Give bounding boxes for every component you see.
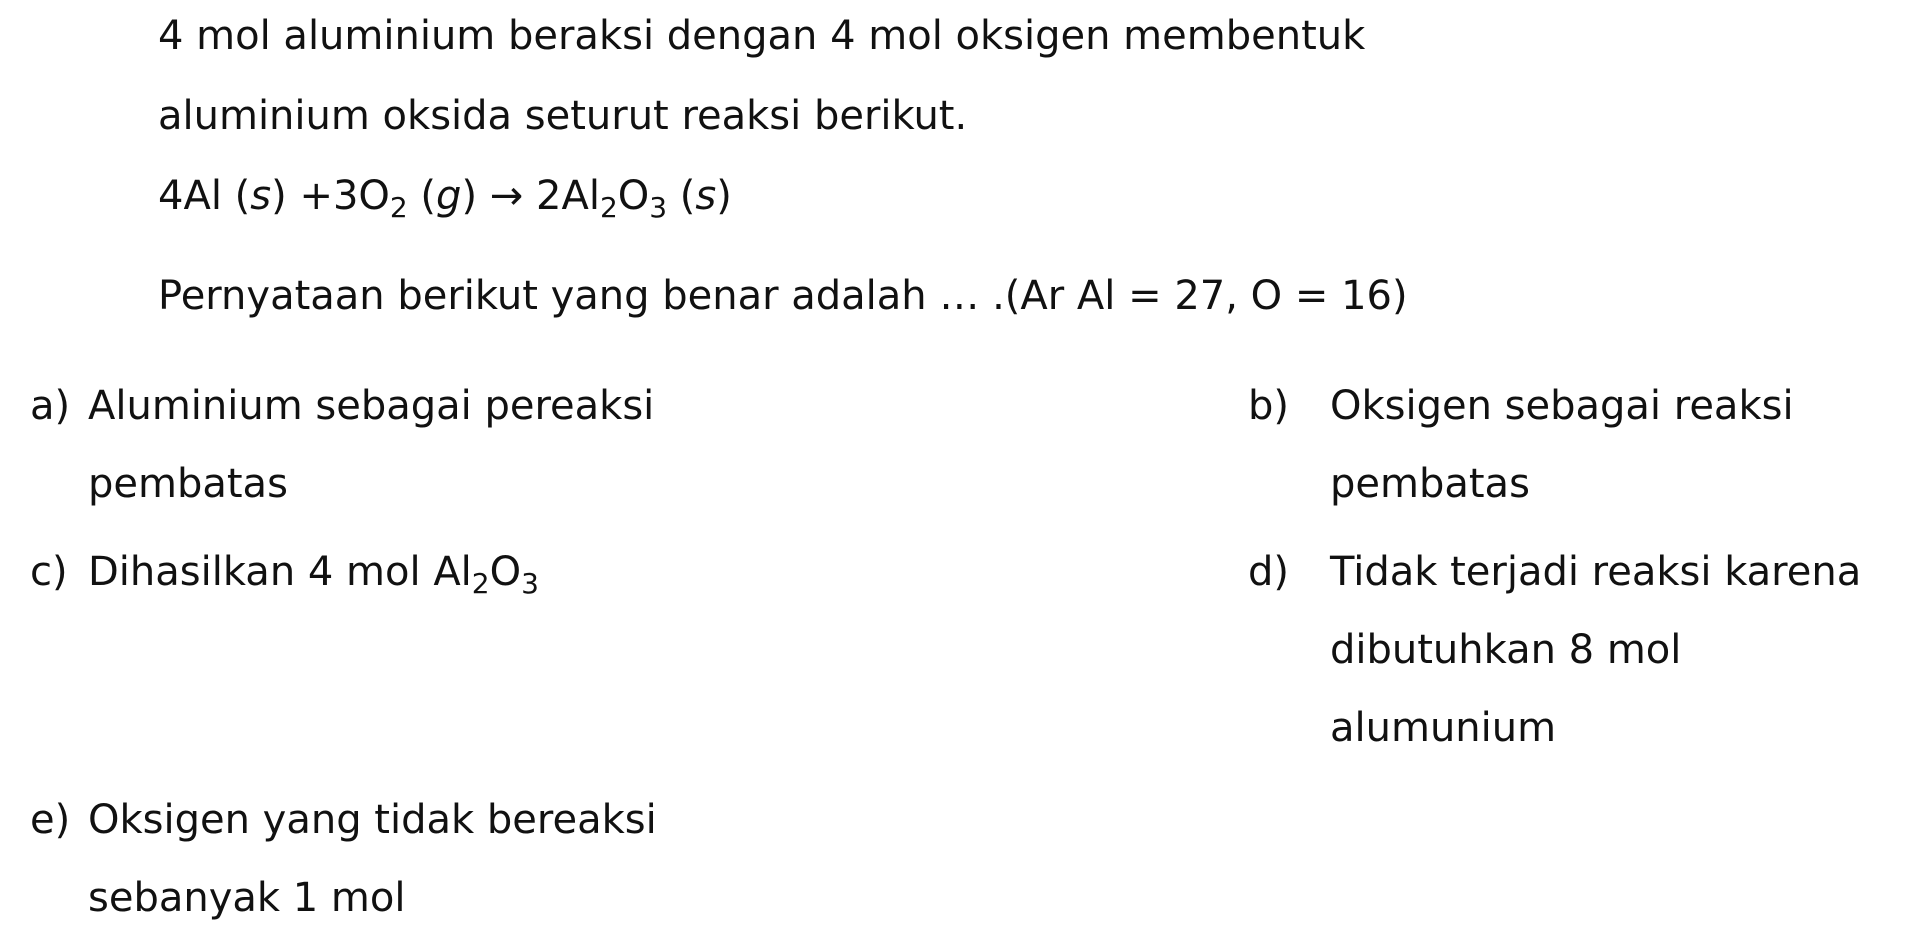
option-a-letter: a)	[30, 383, 71, 429]
state-gas: g	[436, 173, 462, 219]
reaction-equation: 4Al $(s) +3O_2$ $(g) \to 2Al_2O_3$ (s)	[158, 173, 732, 224]
oxygen-subscript: 2	[389, 191, 408, 224]
product-oxygen: O	[617, 173, 650, 219]
option-b-letter: b)	[1248, 383, 1289, 429]
product-alumina: 2Al	[536, 173, 600, 219]
state-solid-1: s	[250, 173, 272, 219]
option-d-text: Tidak terjadi reaksi karena dibutuhkan 8 mol alumunium	[1330, 549, 1862, 751]
option-a-text: Aluminium sebagai pereaksi pembatas	[88, 383, 655, 507]
option-b-text: Oksigen sebagai reaksi pembatas	[1330, 383, 1794, 507]
option-e-letter: e)	[30, 797, 71, 843]
state-solid-2: s	[695, 173, 717, 219]
option-e-text: Oksigen yang tidak bereaksi sebanyak 1 mol	[88, 797, 657, 921]
question-line-2: aluminium oksida seturut reaksi berikut.	[158, 93, 968, 139]
question-prompt: Pernyataan berikut yang benar adalah … .(Ar Al = 27, O = 16)	[158, 273, 1408, 319]
option-c-text: Dihasilkan 4 mol $Al_2O_3$	[88, 549, 539, 600]
product-subscript-2: 3	[649, 191, 668, 224]
option-c-letter: c)	[30, 549, 68, 595]
product-subscript-1: 2	[599, 191, 618, 224]
reactant-aluminium: 4Al	[158, 173, 222, 219]
option-d-letter: d)	[1248, 549, 1289, 595]
reaction-arrow: →	[489, 173, 524, 219]
question-line-1: 4 mol aluminium beraksi dengan 4 mol oksigen membentuk	[158, 13, 1366, 59]
reactant-oxygen: +3O	[299, 173, 390, 219]
